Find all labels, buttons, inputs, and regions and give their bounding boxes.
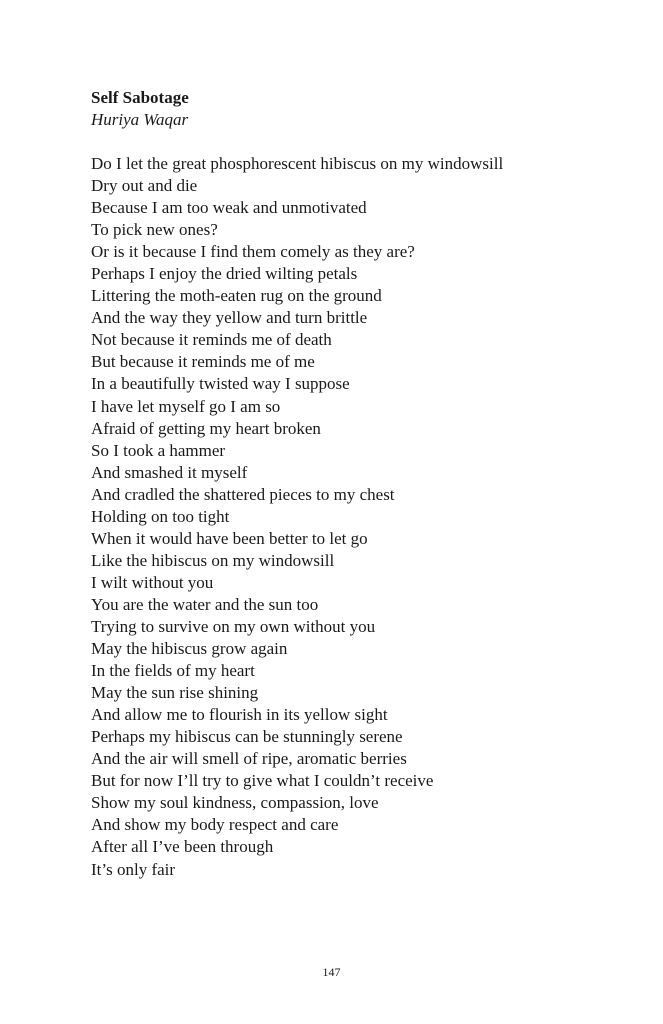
poem-line: May the sun rise shining: [91, 683, 259, 703]
poem-line: May the hibiscus grow again: [91, 639, 288, 659]
poem-line: I wilt without you: [91, 572, 214, 592]
poem-line: Like the hibiscus on my windowsill: [91, 550, 335, 570]
poem-line: Littering the moth-eaten rug on the ground: [91, 286, 382, 306]
poem-line: And allow me to flourish in its yellow sight: [91, 705, 388, 725]
poem-line: So I took a hammer: [91, 440, 226, 460]
poem-line: You are the water and the sun too: [91, 594, 319, 614]
poem-line: And show my body respect and care: [91, 815, 339, 835]
poem-body: [91, 153, 503, 881]
poem-line: But because it reminds me of me: [91, 352, 315, 372]
poem-line: After all I’ve been through: [91, 837, 274, 857]
poem-line: Perhaps I enjoy the dried wilting petals: [91, 264, 358, 284]
poem-line: Because I am too weak and unmotivated: [91, 198, 367, 218]
page-number: 147: [322, 965, 341, 979]
poem-line: I have let myself go I am so: [91, 396, 281, 416]
poem-line: In the fields of my heart: [91, 661, 255, 681]
poem-line: Trying to survive on my own without you: [91, 616, 376, 636]
poem-line: To pick new ones?: [91, 220, 218, 240]
poem-line: Show my soul kindness, compassion, love: [91, 793, 379, 813]
poem-line: In a beautifully twisted way I suppose: [91, 374, 350, 394]
poem-line: And the way they yellow and turn brittle: [91, 308, 368, 328]
poem-author: Huriya Waqar: [91, 110, 189, 129]
poem-line: Or is it because I find them comely as they are?: [91, 242, 415, 262]
poem-line: And cradled the shattered pieces to my chest: [91, 484, 395, 504]
poem-line: Afraid of getting my heart broken: [91, 418, 321, 438]
poem-line: And the air will smell of ripe, aromatic berries: [91, 749, 407, 769]
poem-line: But for now I’ll try to give what I couldn’t receive: [91, 771, 434, 791]
poem-line: It’s only fair: [91, 859, 176, 879]
poem-line: Dry out and die: [91, 176, 198, 196]
poem-line: And smashed it myself: [91, 462, 248, 482]
poem-line: Not because it reminds me of death: [91, 330, 332, 350]
poem-line: Perhaps my hibiscus can be stunningly serene: [91, 727, 403, 747]
poem-line: Do I let the great phosphorescent hibiscus on my windowsill: [91, 154, 504, 173]
poem-title: Self Sabotage: [91, 88, 189, 107]
poem-line: Holding on too tight: [91, 506, 230, 526]
poem-line: When it would have been better to let go: [91, 528, 368, 548]
